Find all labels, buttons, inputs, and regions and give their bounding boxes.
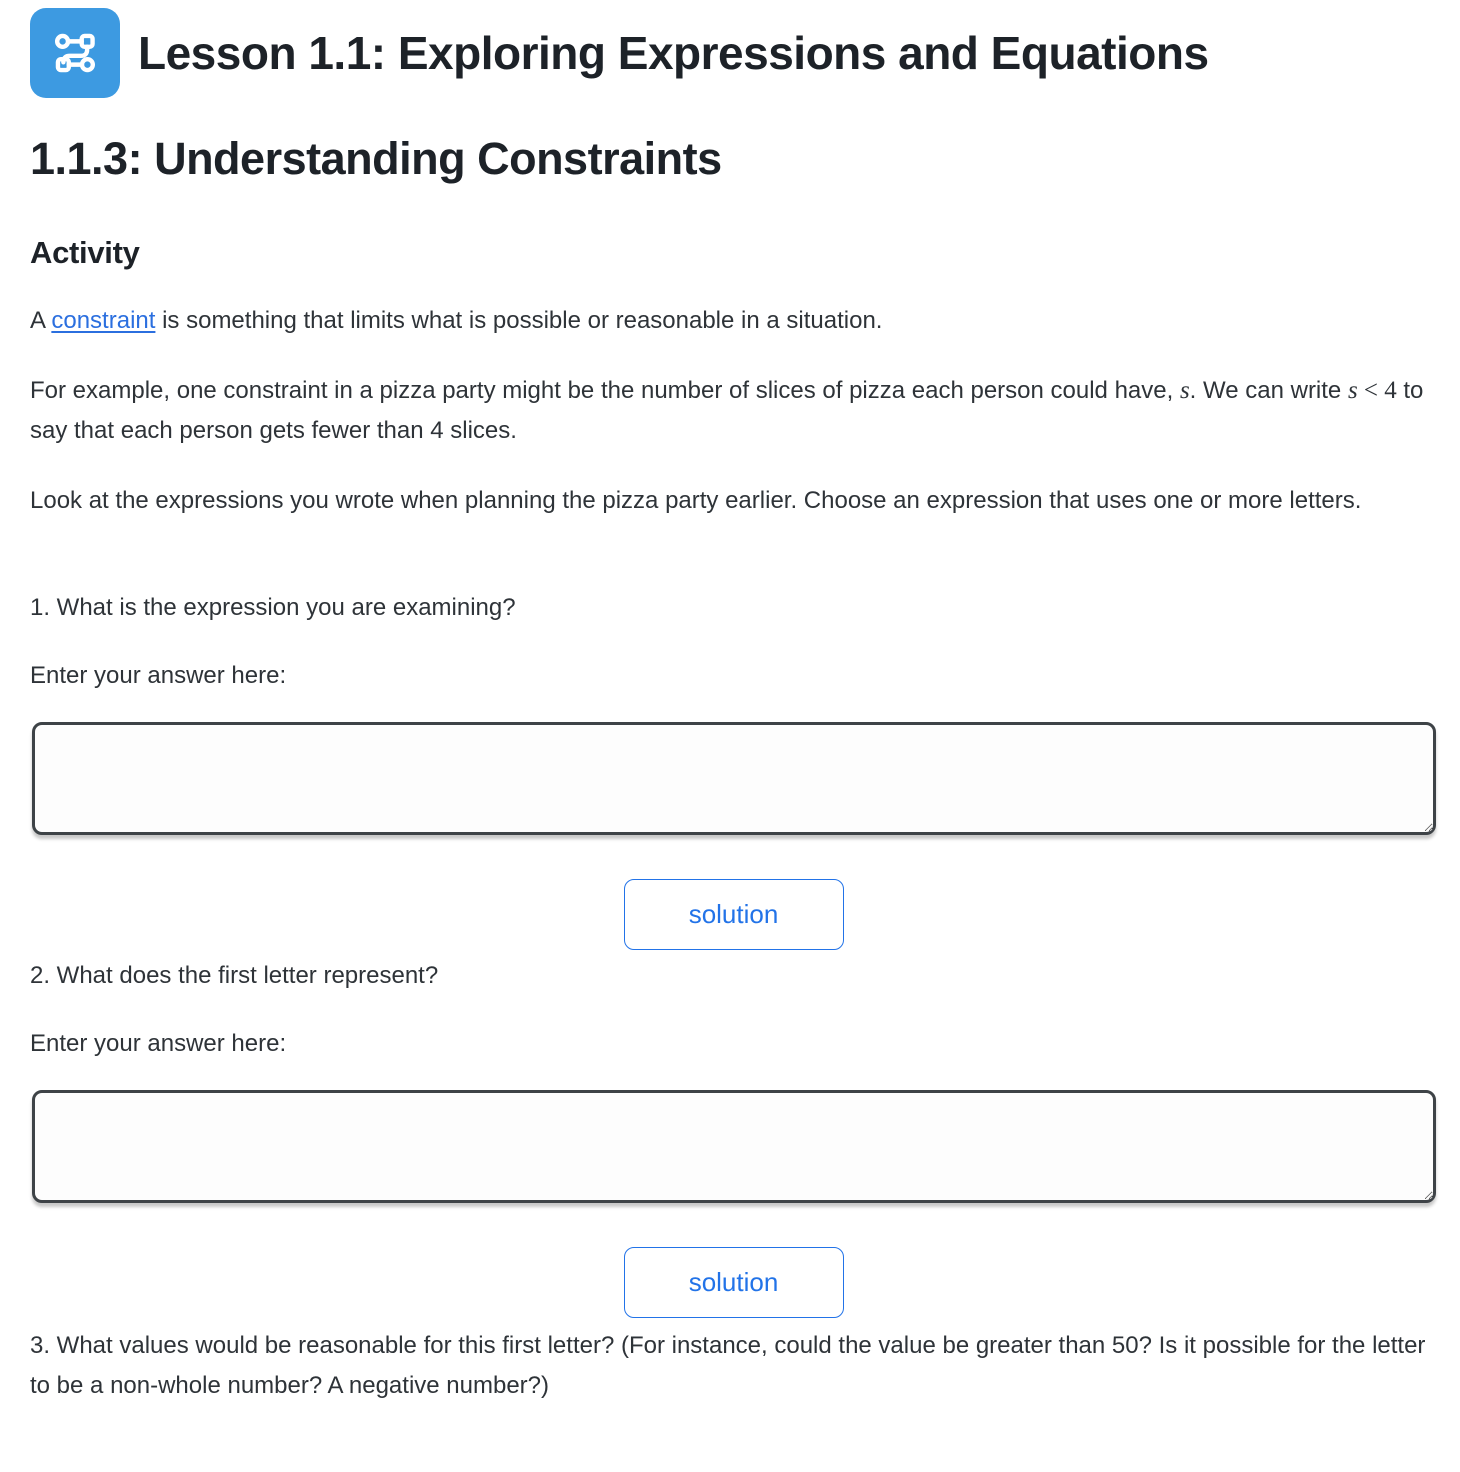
- section-subtitle: 1.1.3: Understanding Constraints: [30, 133, 722, 184]
- activity-heading: Activity: [30, 234, 140, 270]
- question-1-block: [30, 588, 1437, 950]
- math-variable-s: s: [1347, 376, 1358, 404]
- question-1-answer-textarea[interactable]: [32, 722, 1436, 835]
- math-relation-lt4: < 4: [1357, 376, 1397, 404]
- question-1-answer-label: Enter your answer here:: [30, 661, 287, 689]
- intro-p2-text-b: . We can write: [1189, 376, 1348, 404]
- question-2-prompt: 2. What does the first letter represent?: [30, 961, 439, 989]
- lesson-title: Lesson 1.1: Exploring Expressions and Equations: [138, 26, 1209, 79]
- question-1-solution-button[interactable]: solution: [624, 879, 844, 950]
- intro-paragraph-2: [30, 371, 1437, 451]
- intro-paragraph-3: Look at the expressions you wrote when planning the pizza party earlier. Choose an expression that uses one or more letters.: [30, 486, 1362, 514]
- lesson-header: [30, 8, 1437, 98]
- intro-p1-after: is something that limits what is possible or reasonable in a situation.: [155, 306, 883, 334]
- intro-paragraph-1: [30, 301, 1437, 341]
- intro-p2-text-a: For example, one constraint in a pizza party might be the number of slices of pizza each person could have,: [30, 376, 1180, 404]
- constraint-link[interactable]: constraint: [51, 306, 156, 334]
- question-3-prompt: 3. What values would be reasonable for this first letter? (For instance, could the value be greater than 50? Is it possible for the letter to be a non-whole number? A negative number?): [30, 1331, 1426, 1399]
- question-2-answer-label: Enter your answer here:: [30, 1029, 287, 1057]
- question-2-solution-row: [30, 1247, 1437, 1318]
- math-variable-s: s: [1179, 376, 1190, 404]
- route-icon: [30, 8, 120, 98]
- intro-p1-before: A: [30, 306, 52, 334]
- question-2-solution-button[interactable]: solution: [624, 1247, 844, 1318]
- intro-p2-text-c: to say that each person gets fewer than 4 slices.: [30, 376, 1424, 444]
- question-2-block: [30, 956, 1437, 1318]
- question-2-answer-textarea[interactable]: [32, 1090, 1436, 1203]
- question-1-prompt: 1. What is the expression you are examining?: [30, 593, 516, 621]
- question-1-solution-row: [30, 879, 1437, 950]
